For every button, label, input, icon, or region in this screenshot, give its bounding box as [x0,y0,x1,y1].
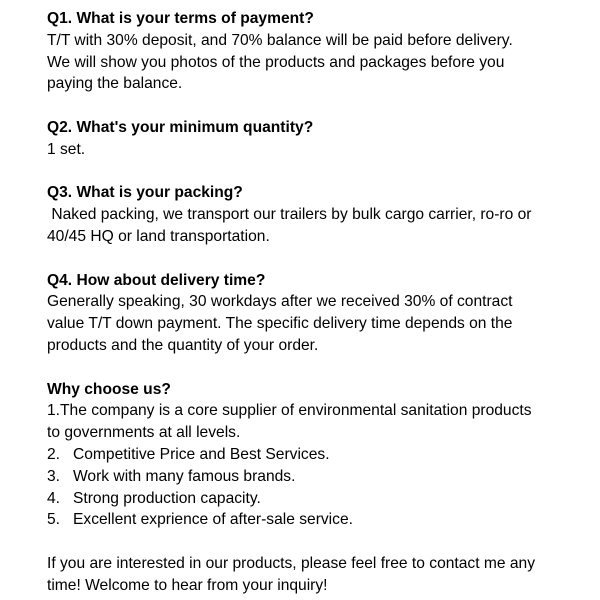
answer-2: 1 set. [47,140,86,158]
why-item-1: 1.The company is a core supplier of environmental sanitation products to governments at all levels. [47,402,532,442]
why-item-3 [47,466,592,488]
answer-4: Generally speaking, 30 workdays after we received 30% of contract value T/T down payment. The specific delivery time depends on the products and the quantity of your order. [47,293,513,354]
list-text: Competitive Price and Best Services. [73,445,330,463]
list-text: Strong production capacity. [73,489,261,507]
spacer [47,248,592,270]
faq-document [47,8,592,597]
list-text: Excellent exprience of after-sale service. [73,511,353,529]
list-number: 4. [47,489,61,507]
answer-1: T/T with 30% deposit, and 70% balance will be paid before delivery. We will show you photos of the products and packages before you paying the balance. [47,31,513,93]
spacer [47,161,592,183]
list-text: Work with many famous brands. [73,467,296,485]
why-item-2 [47,444,592,466]
question-4: Q4. How about delivery time? [47,271,266,289]
answer-3: Naked packing, we transport our trailers by bulk cargo carrier, ro-ro or 40/45 HQ or land transportation. [47,206,532,245]
closing-text: If you are interested in our products, please feel free to contact me any time! Welcome to hear from your inquiry! [47,554,536,594]
spacer [47,531,592,553]
why-choose-us-heading: Why choose us? [47,380,171,398]
list-number: 3. [47,467,61,485]
list-number: 2. [47,445,61,463]
why-item-5 [47,509,592,531]
question-3: Q3. What is your packing? [47,184,243,202]
spacer [47,95,592,117]
question-2: Q2. What's your minimum quantity? [47,118,314,136]
question-1: Q1. What is your terms of payment? [47,10,314,27]
spacer [47,357,592,379]
list-number: 5. [47,511,61,529]
why-item-4 [47,488,592,510]
